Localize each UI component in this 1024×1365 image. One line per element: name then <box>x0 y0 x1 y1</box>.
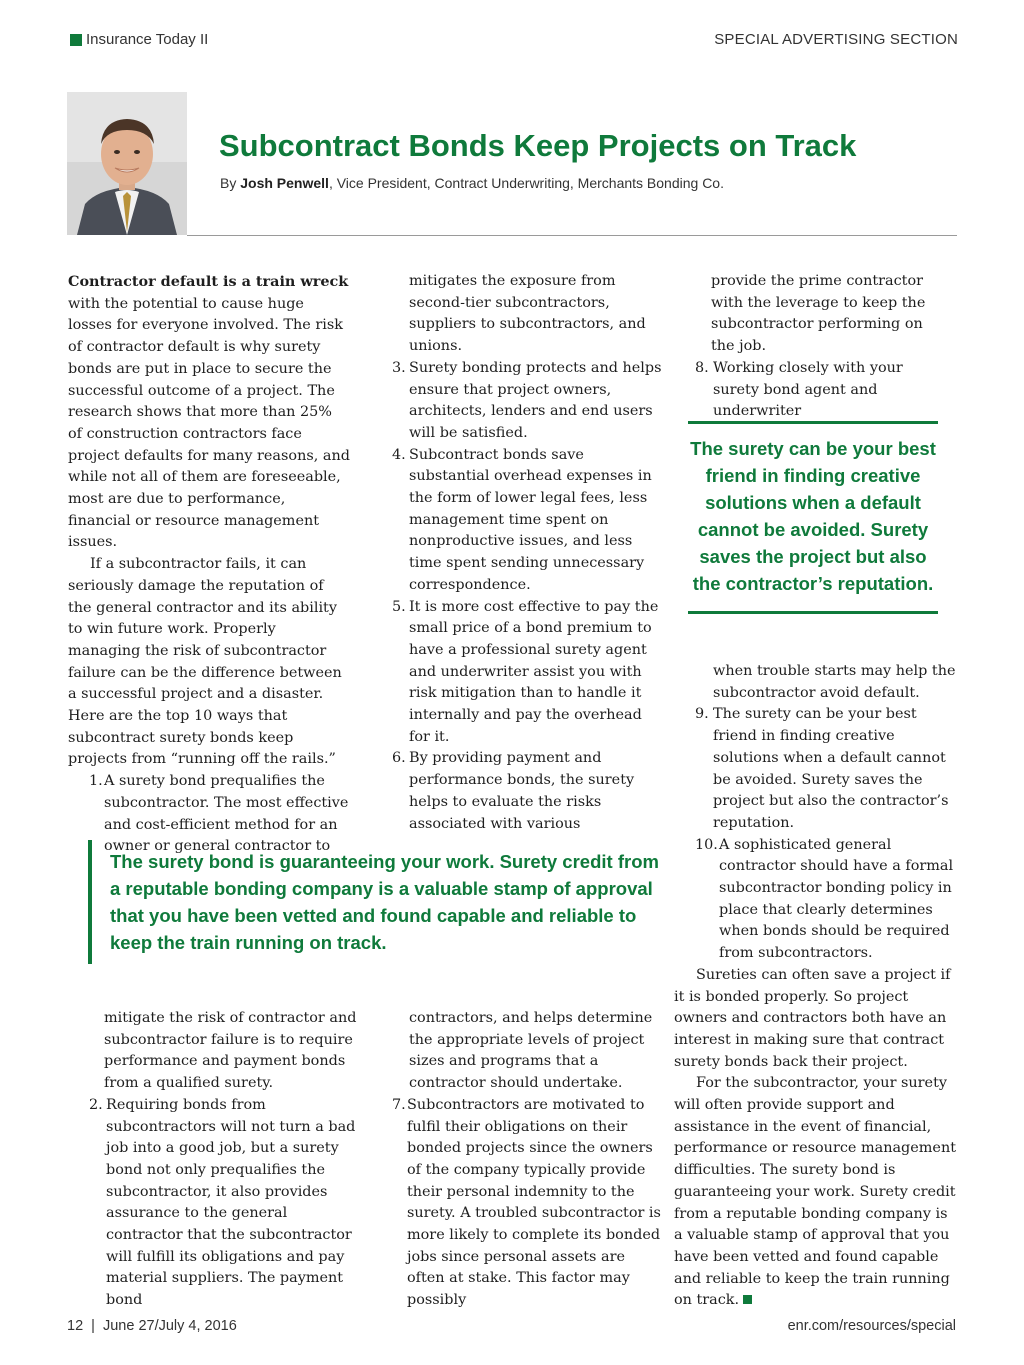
list-number: 8. <box>695 359 709 376</box>
final-text: For the subcontractor, your surety will often provide support and assistance in the event of financial, performance or resource management difficulties. The surety bond is guaranteeing your work. Surety credit from a reputable bonding company is a valuable stamp of approval that you have been vetted and found capable and reliable to keep the train running on track. <box>674 1075 956 1309</box>
byline-prefix: By <box>220 175 241 191</box>
list-number: 6. <box>392 750 406 767</box>
list-text: Requiring bonds from subcontractors will not turn a bad job into a good job, but a surety bond not only prequalifies the subcontractor, it also provides assurance to the general contractor that the subcontractor will fulfill its obligations and pay material suppliers. The payment bond <box>106 1096 356 1309</box>
pull-quote-right: The surety can be your best friend in finding creative solutions when a default cannot be avoided. Surety saves the project but also the contractor’s reputation. <box>688 421 938 614</box>
continued-text: contractors, and helps determine the appropriate levels of project sizes and programs that a contractor should undertake. <box>409 1010 653 1092</box>
continued-text: when trouble starts may help the subcontractor avoid default. <box>713 663 956 701</box>
list-number: 1. <box>89 773 103 790</box>
column-1-top <box>68 271 350 858</box>
author-photo <box>67 92 187 235</box>
column-2-top <box>392 271 662 835</box>
list-text: The surety can be your best friend in finding creative solutions when a default cannot be avoided. Surety saves the project but also the contractor’s reputation. <box>713 706 949 831</box>
column-3-top <box>695 271 950 423</box>
green-square-icon <box>70 34 82 46</box>
lead-text: with the potential to cause huge losses for everyone involved. The risk of contractor default is why surety bonds are put in place to secure the successful outcome of a project. The research shows that more than 25% of construction contractors face project defaults for many reasons, and while not all of them are foreseeable, most are due to performance, financial or resource management issues. <box>68 295 350 551</box>
publication-label <box>70 31 208 48</box>
column-1-bottom <box>68 1008 358 1312</box>
list-number: 9. <box>695 706 709 723</box>
list-text: A surety bond prequalifies the subcontractor. The most effective and cost-efficient method for an owner or general contractor to <box>104 773 349 855</box>
list-item-10 <box>674 835 956 965</box>
section-label: SPECIAL ADVERTISING SECTION <box>714 31 958 48</box>
list-text: A sophisticated general contractor should have a formal subcontractor bonding policy in place that clearly determines when bonds should be required from subcontractors. <box>719 836 954 962</box>
article-title: Subcontract Bonds Keep Projects on Track <box>219 128 857 163</box>
list-item-5 <box>392 597 662 749</box>
list-item-8 <box>695 358 950 423</box>
lead-paragraph <box>68 271 350 554</box>
list-text: By providing payment and performance bonds, the surety helps to evaluate the risks associated with various <box>409 750 635 832</box>
list-text: Subcontractors are motivated to fulfil their obligations on their bonded projects since the owners of the company typically provide their personal indemnity to the surety. A troubled subcontractor is more likely to complete its bonded jobs since personal assets are often at stake. This factor may possibly <box>407 1096 661 1309</box>
list-item-7 <box>392 1095 662 1312</box>
title-divider <box>187 235 957 236</box>
page-number: 12 <box>67 1318 84 1334</box>
paragraph-2: If a subcontractor fails, it can seriously damage the reputation of the general contractor and its ability to win future work. Properly managing the risk of subcontractor failure can be the difference between a successful project and a disaster. Here are the top 10 ways that subcontract surety bonds keep projects from “running off the rails.” <box>68 556 342 768</box>
list-text: Surety bonding protects and helps ensure that project owners, architects, lenders and end users will be satisfied. <box>409 359 662 441</box>
column-3-bottom <box>674 661 956 1312</box>
list-number: 10. <box>695 836 718 853</box>
pull-quote-left: The surety bond is guaranteeing your work. Surety credit from a reputable bonding company is a valuable stamp of approval that you have been vetted and found capable and reliable to keep the train running on track. <box>88 840 670 964</box>
continued-text: provide the prime contractor with the leverage to keep the subcontractor performing on the job. <box>711 273 926 355</box>
author-portrait-icon <box>67 92 187 235</box>
lead-bold: Contractor default is a train wreck <box>68 273 349 290</box>
list-text: Subcontract bonds save substantial overhead expenses in the form of lower legal fees, less management time spent on nonproductive issues, and less time spent sending unnecessary correspondence. <box>409 446 652 593</box>
continued-text: mitigate the risk of contractor and subcontractor failure is to require performance and payment bonds from a qualified surety. <box>104 1010 357 1092</box>
publication-name: Insurance Today II <box>86 31 209 48</box>
list-item-9 <box>674 704 956 834</box>
column-2-bottom <box>392 1008 662 1312</box>
paragraph-sureties: Sureties can often save a project if it is bonded properly. So project owners and contractors both have an interest in making sure that contract surety bonds back their project. <box>674 966 951 1070</box>
list-text: It is more cost effective to pay the small price of a bond premium to have a professional surety agent and underwriter assist you with risk mitigation than to handle it internally and pay the overhead for it. <box>409 598 659 745</box>
list-number: 5. <box>392 598 406 615</box>
footer-url[interactable]: enr.com/resources/special <box>787 1318 956 1334</box>
list-item-2 <box>68 1095 358 1312</box>
paragraph-final <box>674 1073 956 1312</box>
list-item-4 <box>392 445 662 597</box>
list-text: Working closely with your surety bond agent and underwriter <box>713 359 903 420</box>
footer-page-info <box>67 1318 237 1334</box>
author-title: , Vice President, Contract Underwriting, Merchants Bonding Co. <box>328 175 724 191</box>
list-number: 3. <box>392 359 406 376</box>
list-number: 7. <box>392 1096 406 1113</box>
issue-date: June 27/July 4, 2016 <box>102 1318 237 1334</box>
list-number: 2. <box>89 1096 103 1113</box>
end-mark-icon <box>743 1295 752 1304</box>
footer-separator: | <box>91 1318 95 1334</box>
list-item-3 <box>392 358 662 445</box>
list-item-6 <box>392 748 662 835</box>
list-number: 4. <box>392 446 406 463</box>
continued-text: mitigates the exposure from second-tier subcontractors, suppliers to subcontractors, and unions. <box>409 273 646 355</box>
author-name: Josh Penwell <box>240 175 329 191</box>
byline <box>220 175 724 191</box>
